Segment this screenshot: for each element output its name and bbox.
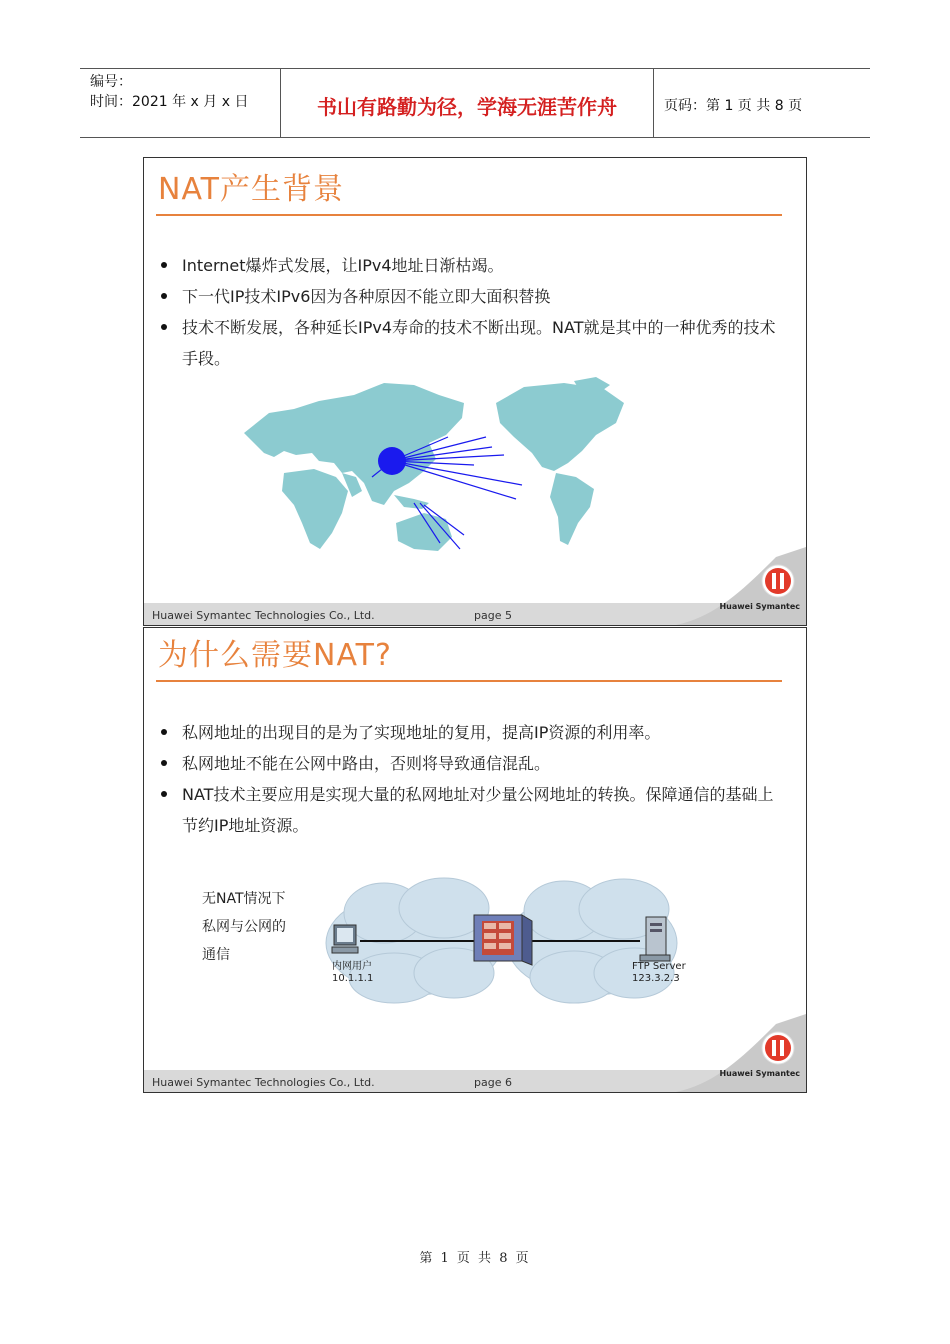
server-ip: 123.3.2.3 <box>632 973 680 984</box>
number-label: 编号： <box>90 74 132 90</box>
network-diagram <box>324 873 694 1013</box>
bullet-dot <box>161 262 167 268</box>
bullet-item <box>160 281 784 312</box>
bullet-dot <box>161 791 167 797</box>
slide-title: NAT产生背景 <box>158 172 344 207</box>
slide-page-5 <box>143 157 807 626</box>
bullet-text: 私网地址的出现目的是为了实现地址的复用，提高IP资源的利用率。 <box>182 723 661 742</box>
slide-title: 为什么需要NAT? <box>158 638 392 673</box>
bullet-dot <box>161 760 167 766</box>
logo-text: Huawei Symantec <box>719 602 800 611</box>
firewall-icon <box>474 915 532 965</box>
server-label: FTP Server <box>632 961 686 972</box>
bullet-item <box>160 748 784 779</box>
logo-swoosh-image <box>676 1014 806 1092</box>
bullet-text: Internet爆炸式发展，让IPv4地址日渐枯竭。 <box>182 256 504 275</box>
title-rule <box>156 680 782 682</box>
hub-circle <box>378 447 406 475</box>
header-page-cell <box>654 69 870 137</box>
bullet-text: 私网地址不能在公网中路由，否则将导致通信混乱。 <box>182 754 551 773</box>
bullet-list <box>160 717 784 841</box>
bullet-text: 下一代IP技术IPv6因为各种原因不能立即大面积替换 <box>182 287 551 306</box>
motto: 书山有路勤为径，学海无涯苦作舟 <box>317 95 617 119</box>
logo-swoosh-image <box>676 547 806 625</box>
header-meta-cell <box>80 69 281 137</box>
page-label: 页码：第 1 页 共 8 页 <box>664 98 803 114</box>
header-motto-cell <box>281 69 654 137</box>
pc-icon <box>332 925 358 953</box>
title-rule <box>156 214 782 216</box>
bullet-item <box>160 312 784 374</box>
bullet-dot <box>161 729 167 735</box>
bullet-dot <box>161 324 167 330</box>
footer-company: Huawei Symantec Technologies Co., Ltd. <box>152 609 375 622</box>
time-label: 时间：2021 年 x 月 x 日 <box>90 94 249 110</box>
footer-company: Huawei Symantec Technologies Co., Ltd. <box>152 1076 375 1089</box>
slide-page-6 <box>143 627 807 1093</box>
bullet-dot <box>161 293 167 299</box>
bullet-list <box>160 250 784 374</box>
south-america-shape <box>550 473 594 545</box>
bullet-text: 技术不断发展，各种延长IPv4寿命的技术不断出现。NAT就是其中的一种优秀的技术手段。 <box>182 318 776 368</box>
page-header <box>80 68 870 138</box>
page-footer: 第 1 页 共 8 页 <box>419 1251 531 1266</box>
bullet-item <box>160 779 784 841</box>
north-america-shape <box>496 383 624 471</box>
bullet-item <box>160 250 784 281</box>
bullet-text: NAT技术主要应用是实现大量的私网地址对少量公网地址的转换。保障通信的基础上节约IP地址资源。 <box>182 785 774 835</box>
africa-shape <box>282 469 348 549</box>
client-label: 内网用户 <box>332 961 372 972</box>
bullet-item <box>160 717 784 748</box>
world-map-image <box>224 373 684 583</box>
footer-page: page 6 <box>474 1076 512 1089</box>
client-ip: 10.1.1.1 <box>332 973 374 984</box>
footer-page: page 5 <box>474 609 512 622</box>
logo-text: Huawei Symantec <box>719 1069 800 1078</box>
diagram-caption: 无NAT情况下私网与公网的通信 <box>202 891 286 963</box>
